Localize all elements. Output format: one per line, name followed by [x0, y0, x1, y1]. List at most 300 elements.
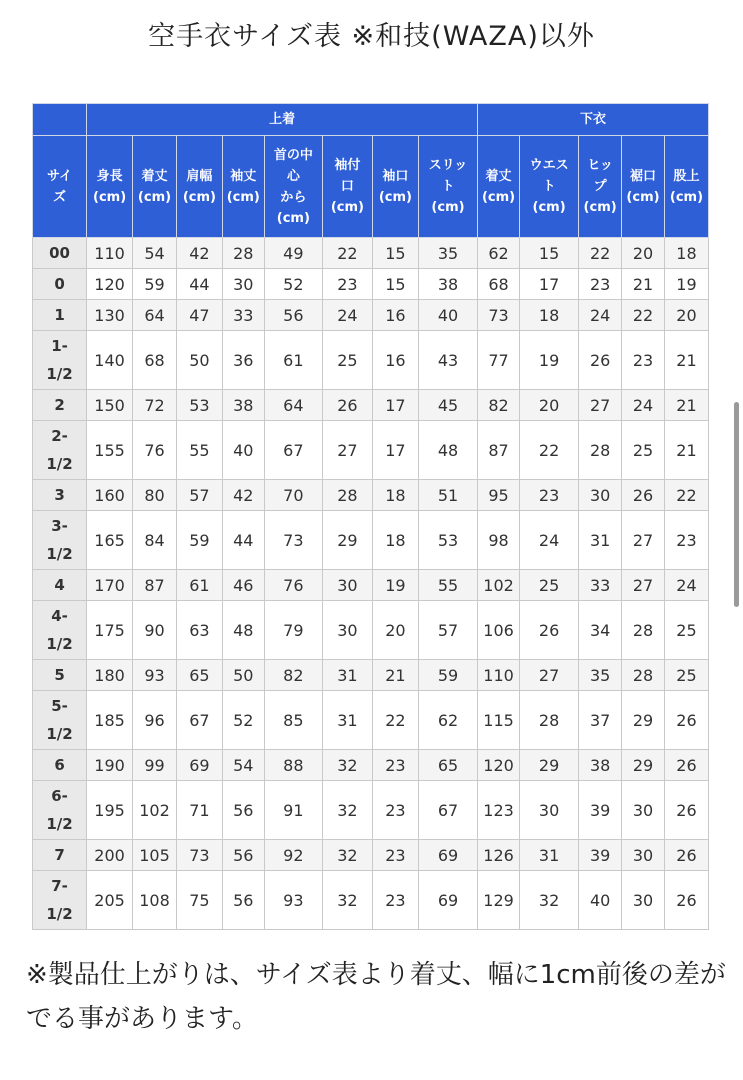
table-cell: 195 — [87, 781, 133, 840]
table-cell: 36 — [222, 331, 264, 390]
table-cell: 17 — [372, 390, 418, 421]
table-cell: 105 — [133, 840, 177, 871]
size-label: 6 — [54, 756, 65, 774]
size-label: 4 — [54, 576, 65, 594]
group-header-bottom: 下衣 — [478, 104, 709, 136]
table-cell: 80 — [133, 480, 177, 511]
table-cell: 23 — [519, 480, 578, 511]
size-label: 1/2 — [46, 725, 73, 743]
table-cell: 18 — [519, 300, 578, 331]
table-cell: 30 — [579, 480, 622, 511]
table-cell: 96 — [133, 691, 177, 750]
table-cell: 82 — [264, 660, 322, 691]
table-cell: 33 — [222, 300, 264, 331]
column-header — [87, 136, 133, 238]
table-cell: 59 — [176, 511, 222, 570]
table-cell: 28 — [222, 238, 264, 269]
table-cell: 54 — [222, 750, 264, 781]
table-cell: 38 — [579, 750, 622, 781]
table-cell: 98 — [478, 511, 520, 570]
table-cell: 23 — [372, 840, 418, 871]
table-cell: 67 — [176, 691, 222, 750]
table-cell: 62 — [478, 238, 520, 269]
table-cell: 17 — [372, 421, 418, 480]
column-header-line: (cm) — [378, 189, 412, 205]
table-cell: 65 — [176, 660, 222, 691]
size-label: 1/2 — [46, 545, 73, 563]
table-cell: 15 — [519, 238, 578, 269]
table-row — [33, 871, 709, 930]
table-cell: 20 — [622, 238, 665, 269]
table-cell: 20 — [519, 390, 578, 421]
table-cell: 61 — [264, 331, 322, 390]
table-cell: 17 — [519, 269, 578, 300]
table-cell: 15 — [372, 269, 418, 300]
table-cell: 56 — [222, 781, 264, 840]
column-header-line: 肩幅 — [186, 168, 213, 184]
column-header — [622, 136, 665, 238]
size-cell — [33, 691, 87, 750]
table-cell: 129 — [478, 871, 520, 930]
table-cell: 175 — [87, 601, 133, 660]
table-cell: 63 — [176, 601, 222, 660]
table-cell: 32 — [322, 840, 372, 871]
table-cell: 23 — [622, 331, 665, 390]
column-header — [418, 136, 477, 238]
column-header-line: 着丈 — [485, 168, 512, 184]
table-cell: 76 — [264, 570, 322, 601]
table-cell: 26 — [664, 691, 708, 750]
column-header-line: (cm) — [532, 200, 566, 215]
table-cell: 22 — [622, 300, 665, 331]
table-cell: 18 — [372, 511, 418, 570]
column-header-line: (cm) — [226, 189, 260, 205]
column-header-line: スリッ — [428, 158, 468, 173]
table-row — [33, 238, 709, 269]
table-cell: 21 — [372, 660, 418, 691]
table-cell: 32 — [322, 750, 372, 781]
column-header-line: サイ — [47, 168, 73, 184]
column-header-line: 袖付 — [334, 158, 361, 173]
table-cell: 29 — [322, 511, 372, 570]
table-row — [33, 421, 709, 480]
size-cell — [33, 511, 87, 570]
size-cell — [33, 750, 87, 781]
column-header — [222, 136, 264, 238]
table-cell: 32 — [519, 871, 578, 930]
table-cell: 44 — [176, 269, 222, 300]
table-cell: 88 — [264, 750, 322, 781]
table-row — [33, 781, 709, 840]
table-cell: 23 — [579, 269, 622, 300]
table-cell: 26 — [622, 480, 665, 511]
table-cell: 69 — [176, 750, 222, 781]
column-header-line: 身長 — [96, 168, 123, 184]
table-cell: 57 — [176, 480, 222, 511]
table-cell: 24 — [579, 300, 622, 331]
scrollbar-thumb[interactable] — [734, 402, 739, 607]
table-cell: 59 — [418, 660, 477, 691]
table-cell: 22 — [579, 238, 622, 269]
table-cell: 77 — [478, 331, 520, 390]
table-row — [33, 331, 709, 390]
table-cell: 16 — [372, 300, 418, 331]
table-cell: 185 — [87, 691, 133, 750]
table-cell: 55 — [418, 570, 477, 601]
table-cell: 26 — [579, 331, 622, 390]
table-cell: 38 — [418, 269, 477, 300]
table-cell: 34 — [579, 601, 622, 660]
table-cell: 108 — [133, 871, 177, 930]
table-cell: 18 — [372, 480, 418, 511]
size-label: 1- — [51, 337, 68, 355]
table-cell: 28 — [622, 660, 665, 691]
table-cell: 68 — [478, 269, 520, 300]
table-cell: 28 — [579, 421, 622, 480]
table-cell: 19 — [664, 269, 708, 300]
size-label: 4- — [51, 607, 68, 625]
table-cell: 30 — [322, 601, 372, 660]
table-cell: 28 — [622, 601, 665, 660]
table-cell: 31 — [519, 840, 578, 871]
table-cell: 68 — [133, 331, 177, 390]
table-cell: 48 — [418, 421, 477, 480]
size-cell — [33, 871, 87, 930]
column-header — [322, 136, 372, 238]
column-header-row — [33, 136, 709, 238]
size-cell — [33, 390, 87, 421]
table-cell: 30 — [519, 781, 578, 840]
table-cell: 44 — [222, 511, 264, 570]
table-cell: 95 — [478, 480, 520, 511]
column-header — [264, 136, 322, 238]
table-row — [33, 480, 709, 511]
table-cell: 71 — [176, 781, 222, 840]
table-cell: 21 — [664, 331, 708, 390]
table-cell: 37 — [579, 691, 622, 750]
table-cell: 115 — [478, 691, 520, 750]
table-cell: 62 — [418, 691, 477, 750]
table-row — [33, 300, 709, 331]
table-cell: 150 — [87, 390, 133, 421]
table-cell: 29 — [519, 750, 578, 781]
column-header-line: (cm) — [330, 200, 364, 215]
table-cell: 69 — [418, 871, 477, 930]
size-table — [32, 103, 709, 930]
table-cell: 50 — [176, 331, 222, 390]
size-cell — [33, 238, 87, 269]
table-cell: 42 — [222, 480, 264, 511]
size-cell — [33, 840, 87, 871]
table-cell: 64 — [133, 300, 177, 331]
group-header-row — [33, 104, 709, 136]
table-cell: 123 — [478, 781, 520, 840]
table-cell: 30 — [622, 840, 665, 871]
table-cell: 42 — [176, 238, 222, 269]
table-cell: 26 — [664, 750, 708, 781]
table-cell: 61 — [176, 570, 222, 601]
table-cell: 79 — [264, 601, 322, 660]
table-cell: 56 — [222, 871, 264, 930]
table-cell: 30 — [622, 871, 665, 930]
table-row — [33, 691, 709, 750]
table-cell: 31 — [322, 660, 372, 691]
size-label: 3- — [51, 517, 68, 535]
table-cell: 67 — [264, 421, 322, 480]
table-cell: 26 — [664, 871, 708, 930]
column-header — [519, 136, 578, 238]
table-cell: 120 — [87, 269, 133, 300]
table-row — [33, 390, 709, 421]
column-header-line: ト — [441, 179, 455, 194]
size-label: 1/2 — [46, 635, 73, 653]
table-cell: 92 — [264, 840, 322, 871]
table-cell: 23 — [664, 511, 708, 570]
column-header-line: (cm) — [669, 189, 704, 205]
table-cell: 28 — [322, 480, 372, 511]
table-cell: 102 — [133, 781, 177, 840]
table-cell: 52 — [222, 691, 264, 750]
column-header-line: 首の中 — [273, 147, 313, 163]
size-cell — [33, 331, 87, 390]
table-cell: 43 — [418, 331, 477, 390]
table-cell: 29 — [622, 750, 665, 781]
table-cell: 47 — [176, 300, 222, 331]
table-cell: 65 — [418, 750, 477, 781]
column-header-line: 裾口 — [629, 168, 656, 184]
table-cell: 30 — [322, 570, 372, 601]
table-cell: 56 — [264, 300, 322, 331]
table-cell: 155 — [87, 421, 133, 480]
table-cell: 53 — [176, 390, 222, 421]
size-cell — [33, 300, 87, 331]
size-label: 2- — [51, 427, 68, 445]
table-cell: 35 — [579, 660, 622, 691]
column-header-line: (cm) — [583, 200, 617, 215]
table-row — [33, 511, 709, 570]
table-cell: 85 — [264, 691, 322, 750]
size-label: 3 — [54, 486, 65, 504]
table-cell: 21 — [664, 390, 708, 421]
column-header-line: 股上 — [673, 168, 700, 184]
table-cell: 51 — [418, 480, 477, 511]
size-cell — [33, 660, 87, 691]
size-label: 1/2 — [46, 365, 73, 383]
column-header-line: 袖丈 — [230, 168, 257, 184]
table-cell: 160 — [87, 480, 133, 511]
column-header-line: (cm) — [182, 189, 216, 205]
table-cell: 25 — [664, 660, 708, 691]
column-header-line: (cm) — [431, 200, 465, 215]
table-cell: 32 — [322, 871, 372, 930]
table-cell: 26 — [664, 840, 708, 871]
column-header-line: 口 — [340, 179, 354, 194]
column-header — [133, 136, 177, 238]
table-cell: 40 — [222, 421, 264, 480]
table-cell: 110 — [478, 660, 520, 691]
table-cell: 110 — [87, 238, 133, 269]
table-cell: 22 — [372, 691, 418, 750]
table-cell: 170 — [87, 570, 133, 601]
column-header-line: (cm) — [137, 189, 172, 205]
size-label: 00 — [49, 244, 70, 262]
table-cell: 54 — [133, 238, 177, 269]
table-cell: 21 — [664, 421, 708, 480]
column-header — [176, 136, 222, 238]
size-cell — [33, 570, 87, 601]
table-cell: 73 — [478, 300, 520, 331]
column-header-line: ウエス — [529, 158, 569, 173]
column-header — [372, 136, 418, 238]
page-title: 空手衣サイズ表 ※和技(WAZA)以外 — [148, 21, 595, 52]
table-cell: 23 — [372, 750, 418, 781]
table-cell: 26 — [322, 390, 372, 421]
table-cell: 30 — [622, 781, 665, 840]
table-cell: 20 — [664, 300, 708, 331]
table-cell: 18 — [664, 238, 708, 269]
table-cell: 39 — [579, 840, 622, 871]
table-cell: 20 — [372, 601, 418, 660]
table-cell: 24 — [519, 511, 578, 570]
table-cell: 46 — [222, 570, 264, 601]
table-row — [33, 269, 709, 300]
column-header-line: ト — [542, 179, 556, 194]
table-cell: 25 — [664, 601, 708, 660]
table-cell: 16 — [372, 331, 418, 390]
table-cell: 126 — [478, 840, 520, 871]
column-header — [664, 136, 708, 238]
table-row — [33, 570, 709, 601]
table-cell: 75 — [176, 871, 222, 930]
column-header-line: ズ — [53, 189, 67, 205]
column-header-line: 心 — [286, 168, 300, 184]
table-cell: 32 — [322, 781, 372, 840]
size-label: 1 — [54, 306, 65, 324]
size-cell — [33, 601, 87, 660]
table-cell: 59 — [133, 269, 177, 300]
table-cell: 23 — [372, 781, 418, 840]
table-cell: 90 — [133, 601, 177, 660]
footnote: ※製品仕上がりは、サイズ表より着丈、幅に1cm前後の差がでる事があります。 — [26, 960, 726, 1034]
size-label: 5 — [54, 666, 65, 684]
table-cell: 99 — [133, 750, 177, 781]
table-cell: 22 — [322, 238, 372, 269]
size-label: 1/2 — [46, 815, 73, 833]
table-cell: 33 — [579, 570, 622, 601]
table-cell: 19 — [372, 570, 418, 601]
table-cell: 82 — [478, 390, 520, 421]
table-cell: 30 — [222, 269, 264, 300]
column-header-line: (cm) — [93, 189, 127, 205]
table-cell: 19 — [519, 331, 578, 390]
table-cell: 35 — [418, 238, 477, 269]
table-cell: 165 — [87, 511, 133, 570]
column-header-line: (cm) — [276, 210, 310, 226]
column-header-line: プ — [593, 179, 607, 194]
size-label: 1/2 — [46, 905, 73, 923]
table-cell: 200 — [87, 840, 133, 871]
table-cell: 106 — [478, 601, 520, 660]
table-cell: 27 — [579, 390, 622, 421]
table-row — [33, 840, 709, 871]
table-cell: 21 — [622, 269, 665, 300]
table-cell: 130 — [87, 300, 133, 331]
size-cell — [33, 781, 87, 840]
size-label: 7 — [54, 846, 65, 864]
size-label: 6- — [51, 787, 68, 805]
table-cell: 27 — [322, 421, 372, 480]
table-cell: 40 — [418, 300, 477, 331]
table-cell: 39 — [579, 781, 622, 840]
table-cell: 50 — [222, 660, 264, 691]
table-cell: 70 — [264, 480, 322, 511]
size-cell — [33, 421, 87, 480]
column-header-line: (cm) — [481, 189, 516, 205]
column-header-line: ヒッ — [587, 158, 613, 173]
size-label: 2 — [54, 396, 65, 414]
table-cell: 180 — [87, 660, 133, 691]
table-row — [33, 601, 709, 660]
group-header-blank — [33, 104, 87, 136]
table-cell: 87 — [478, 421, 520, 480]
table-cell: 38 — [222, 390, 264, 421]
size-label: 5- — [51, 697, 68, 715]
column-header-line: から — [280, 189, 307, 205]
table-cell: 40 — [579, 871, 622, 930]
table-cell: 26 — [519, 601, 578, 660]
table-cell: 27 — [519, 660, 578, 691]
table-cell: 72 — [133, 390, 177, 421]
table-cell: 52 — [264, 269, 322, 300]
table-cell: 31 — [579, 511, 622, 570]
column-header — [33, 136, 87, 238]
table-cell: 15 — [372, 238, 418, 269]
column-header-line: 着丈 — [141, 168, 168, 184]
table-cell: 93 — [264, 871, 322, 930]
table-cell: 76 — [133, 421, 177, 480]
table-cell: 91 — [264, 781, 322, 840]
table-cell: 27 — [622, 511, 665, 570]
table-cell: 140 — [87, 331, 133, 390]
table-cell: 24 — [622, 390, 665, 421]
table-cell: 24 — [322, 300, 372, 331]
table-body — [33, 238, 709, 930]
table-cell: 93 — [133, 660, 177, 691]
table-cell: 25 — [519, 570, 578, 601]
table-cell: 190 — [87, 750, 133, 781]
table-cell: 24 — [664, 570, 708, 601]
group-header-top: 上着 — [87, 104, 478, 136]
table-cell: 25 — [322, 331, 372, 390]
table-cell: 48 — [222, 601, 264, 660]
table-cell: 57 — [418, 601, 477, 660]
column-header-line: 袖口 — [382, 168, 409, 184]
table-cell: 49 — [264, 238, 322, 269]
table-cell: 73 — [176, 840, 222, 871]
table-cell: 120 — [478, 750, 520, 781]
table-cell: 87 — [133, 570, 177, 601]
table-cell: 102 — [478, 570, 520, 601]
table-cell: 31 — [322, 691, 372, 750]
table-cell: 28 — [519, 691, 578, 750]
size-table-container — [32, 103, 709, 930]
size-label: 0 — [54, 275, 65, 293]
table-cell: 53 — [418, 511, 477, 570]
table-cell: 23 — [322, 269, 372, 300]
column-header — [478, 136, 520, 238]
table-cell: 25 — [622, 421, 665, 480]
size-cell — [33, 269, 87, 300]
